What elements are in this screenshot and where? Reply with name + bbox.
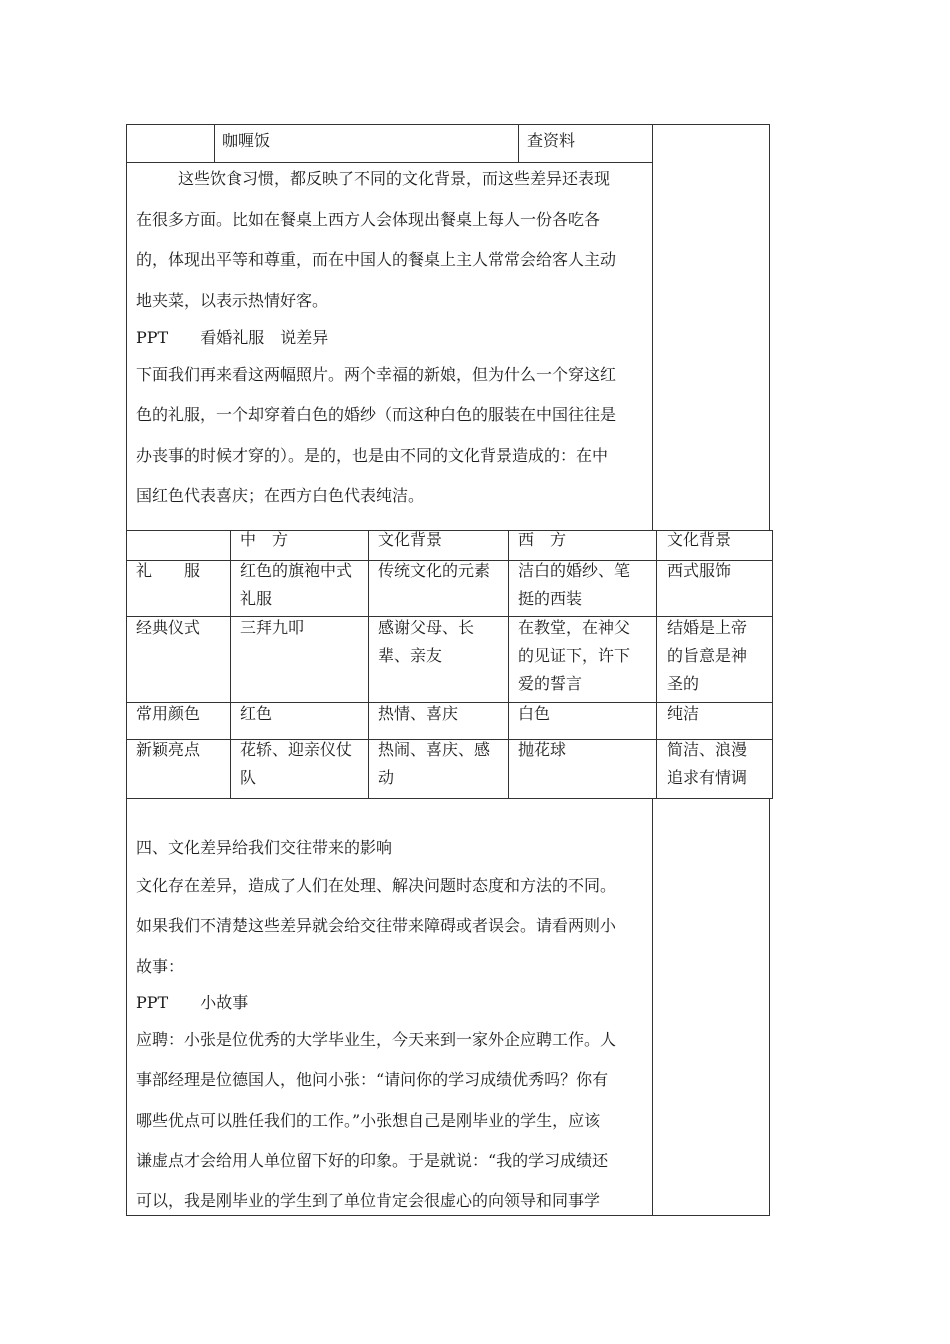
table-cell: 结婚是上帝 的旨意是神 圣的 (667, 618, 748, 693)
table-cell: 红色 (240, 704, 273, 723)
table-cell: 花轿、迎亲仪仗 队 (240, 740, 353, 787)
row-label-ceremony: 经典仪式 (136, 618, 201, 637)
section-4-heading: 四、文化差异给我们交往带来的影响 (136, 838, 393, 857)
table-cell: 热情、喜庆 (378, 704, 459, 723)
table-cell: 三拜九叩 (240, 618, 305, 637)
table-header-western: 西 方 (518, 530, 567, 549)
text-line: 哪些优点可以胜任我们的工作。”小张想自己是刚毕业的学生，应该 (136, 1111, 601, 1130)
method-cell: 查资料 (527, 131, 576, 150)
ppt-story-heading: PPT 小故事 (136, 993, 249, 1012)
text-line: 下面我们再来看这两幅照片。两个幸福的新娘，但为什么一个穿这红 (136, 365, 617, 384)
text-line: 故事： (136, 957, 185, 976)
table-cell: 红色的旗袍中式 礼服 (240, 561, 353, 608)
ppt-wedding-heading: PPT 看婚礼服 说差异 (136, 328, 329, 347)
text-line: 谦虚点才会给用人单位留下好的印象。于是就说：“我的学习成绩还 (136, 1151, 609, 1170)
table-cell: 白色 (518, 704, 551, 723)
table-header-culture-cn: 文化背景 (378, 530, 443, 549)
table-cell: 感谢父母、长 辈、亲友 (378, 618, 475, 665)
text-line: 如果我们不清楚这些差异就会给交往带来障碍或者误会。请看两则小 (136, 916, 617, 935)
text-line: 文化存在差异，造成了人们在处理、解决问题时态度和方法的不同。 (136, 876, 617, 895)
text-line: 国红色代表喜庆；在西方白色代表纯洁。 (136, 486, 425, 505)
text-line: 的，体现出平等和尊重，而在中国人的餐桌上主人常常会给客人主动 (136, 250, 617, 269)
text-line: 可以，我是刚毕业的学生到了单位肯定会很虚心的向领导和同事学 (136, 1191, 601, 1210)
text-line: 事部经理是位德国人，他问小张：“请问你的学习成绩优秀吗？你有 (136, 1070, 609, 1089)
text-line: 地夹菜，以表示热情好客。 (136, 291, 329, 310)
table-header-culture-west: 文化背景 (667, 530, 732, 549)
table-cell: 纯洁 (667, 704, 700, 723)
row-label-attire: 礼 服 (136, 561, 201, 580)
text-line: 色的礼服，一个却穿着白色的婚纱（而这种白色的服装在中国往往是 (136, 405, 617, 424)
table-cell: 洁白的婚纱、笔 挺的西装 (518, 561, 631, 608)
table-cell: 抛花球 (518, 740, 567, 759)
table-cell: 传统文化的元素 (378, 561, 491, 580)
table-cell: 简洁、浪漫 追求有情调 (667, 740, 748, 787)
text-line: 办丧事的时候才穿的）。是的，也是由不同的文化背景造成的：在中 (136, 446, 609, 465)
row-label-color: 常用颜色 (136, 704, 201, 723)
text-line: 这些饮食习惯，都反映了不同的文化背景，而这些差异还表现 (178, 169, 611, 188)
table-cell: 西式服饰 (667, 561, 732, 580)
text-line: 应聘：小张是位优秀的大学毕业生，今天来到一家外企应聘工作。人 (136, 1030, 617, 1049)
table-header-chinese: 中 方 (240, 530, 289, 549)
row-label-highlights: 新颖亮点 (136, 740, 201, 759)
text-line: 在很多方面。比如在餐桌上西方人会体现出餐桌上每人一份各吃各 (136, 210, 601, 229)
dish-cell: 咖喱饭 (222, 131, 271, 150)
table-cell: 在教堂，在神父 的见证下，许下 爱的誓言 (518, 618, 631, 693)
table-cell: 热闹、喜庆、感 动 (378, 740, 491, 787)
